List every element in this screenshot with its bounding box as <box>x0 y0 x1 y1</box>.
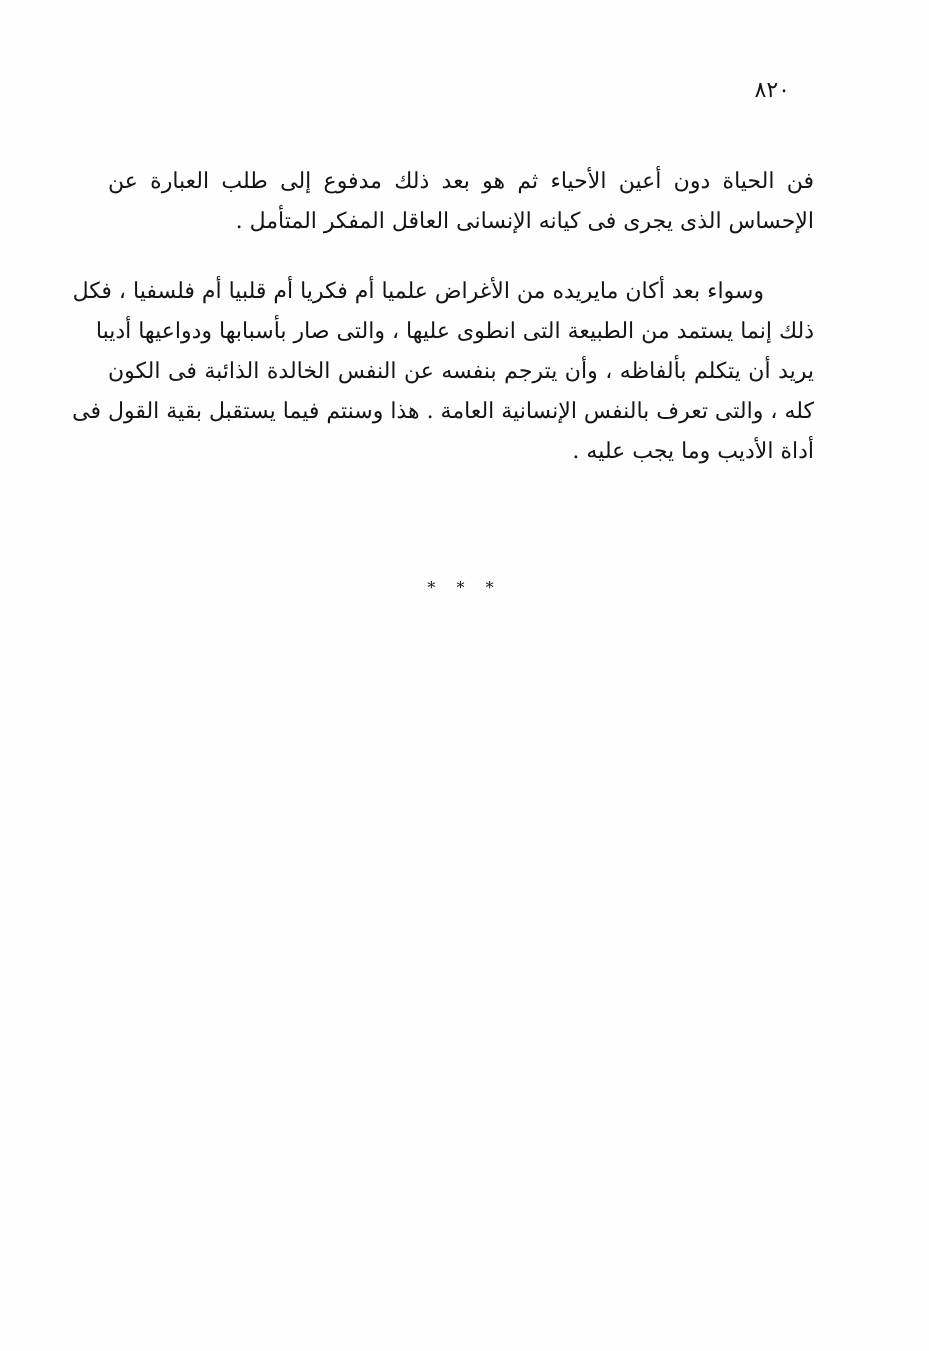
page-number: ٨٢٠ <box>754 78 790 103</box>
paragraph-line: وسواء بعد أكان مايريده من الأغراض علميا أم فكريا أم قلبيا أم فلسفيا ، فكل <box>72 279 764 304</box>
section-separator: * * * <box>427 578 502 597</box>
paragraph-line: أداة الأديب وما يجب عليه . <box>572 439 814 464</box>
paragraph-line: يريد أن يتكلم بألفاظه ، وأن يترجم بنفسه عن النفس الخالدة الذائبة فى الكون <box>108 359 814 384</box>
body-text <box>72 162 814 472</box>
paragraph-line: فن الحياة دون أعين الأحياء ثم هو بعد ذلك مدفوع إلى طلب العبارة عن <box>108 169 814 194</box>
paragraph-line: ذلك إنما يستمد من الطبيعة التى انطوى عليها ، والتى صار بأسبابها ودواعيها أديبا <box>95 319 814 344</box>
paragraph-line: كله ، والتى تعرف بالنفس الإنسانية العامة . هذا وسنتم فيما يستقبل بقية القول فى <box>72 399 814 424</box>
paragraph-2 <box>72 272 814 472</box>
paragraph-1 <box>108 162 814 242</box>
paragraph-line: الإحساس الذى يجرى فى كيانه الإنسانى العاقل المفكر المتأمل . <box>235 209 814 234</box>
